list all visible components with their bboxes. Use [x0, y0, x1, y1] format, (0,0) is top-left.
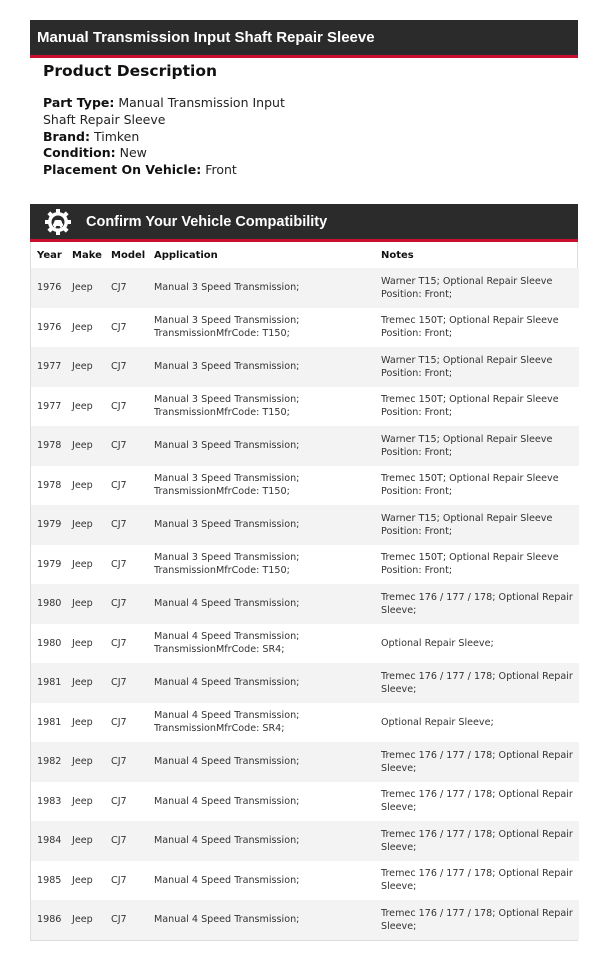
column-header-model: Model [111, 249, 146, 261]
application-cell-line: Manual 3 Speed Transmission; [154, 361, 300, 373]
make-cell-line: Jeep [72, 795, 93, 807]
model-cell [105, 624, 148, 664]
notes-cell-line: Tremec 150T; Optional Repair Sleeve [381, 473, 559, 485]
make-cell-line: Jeep [72, 361, 93, 373]
make-cell-line: Jeep [72, 558, 93, 570]
notes-cell [375, 347, 579, 387]
year-cell-line: 1977 [37, 361, 62, 373]
application-cell-line: Manual 4 Speed Transmission; [154, 710, 300, 722]
application-cell [148, 703, 375, 743]
year-cell [31, 821, 66, 861]
application-cell-line: TransmissionMfrCode: T150; [154, 565, 290, 577]
compatibility-title: Confirm Your Vehicle Compatibility [86, 213, 328, 230]
make-cell-line: Jeep [72, 677, 93, 689]
notes-cell [375, 466, 579, 506]
placement-value: Front [205, 162, 237, 178]
application-cell [148, 387, 375, 427]
model-cell-line: CJ7 [111, 598, 127, 610]
model-cell-line: CJ7 [111, 795, 127, 807]
notes-cell-line: Tremec 176 / 177 / 178; Optional Repair [381, 828, 573, 840]
notes-cell [375, 624, 579, 664]
make-cell-line: Jeep [72, 519, 93, 531]
table-row [31, 624, 579, 664]
model-cell [105, 742, 148, 782]
model-cell [105, 466, 148, 506]
spec-list [43, 95, 303, 179]
application-cell-line: Manual 3 Speed Transmission; [154, 473, 300, 485]
make-cell [66, 742, 105, 782]
notes-cell-line: Warner T15; Optional Repair Sleeve [381, 275, 553, 287]
make-cell [66, 703, 105, 743]
table-row [31, 900, 579, 940]
year-cell [31, 505, 66, 545]
compatibility-header [30, 204, 578, 242]
make-cell [66, 466, 105, 506]
notes-cell-line: Position: Front; [381, 525, 453, 537]
application-cell-line: Manual 3 Speed Transmission; [154, 519, 300, 531]
application-cell-line: TransmissionMfrCode: T150; [154, 486, 290, 498]
make-cell-line: Jeep [72, 479, 93, 491]
notes-cell-line: Sleeve; [381, 881, 417, 893]
notes-cell-line: Tremec 176 / 177 / 178; Optional Repair [381, 749, 573, 761]
year-cell [31, 742, 66, 782]
gear-car-icon [44, 208, 72, 236]
year-cell-line: 1981 [37, 716, 62, 728]
year-cell-line: 1978 [37, 440, 62, 452]
make-cell-line: Jeep [72, 440, 93, 452]
model-cell [105, 584, 148, 624]
notes-cell [375, 308, 579, 348]
application-cell [148, 466, 375, 506]
make-cell [66, 821, 105, 861]
table-row [31, 584, 579, 624]
notes-cell-line: Position: Front; [381, 565, 453, 577]
notes-cell [375, 545, 579, 585]
notes-cell-line: Sleeve; [381, 841, 417, 853]
model-cell-line: CJ7 [111, 440, 127, 452]
notes-cell-line: Tremec 150T; Optional Repair Sleeve [381, 394, 559, 406]
table-row [31, 347, 579, 387]
year-cell [31, 387, 66, 427]
make-cell [66, 624, 105, 664]
application-cell-line: Manual 4 Speed Transmission; [154, 677, 300, 689]
make-cell [66, 663, 105, 703]
notes-cell [375, 703, 579, 743]
table-row [31, 387, 579, 427]
product-title-bar [30, 20, 578, 58]
model-cell [105, 308, 148, 348]
table-body [31, 268, 579, 940]
make-cell-line: Jeep [72, 835, 93, 847]
make-cell [66, 387, 105, 427]
notes-cell-line: Tremec 176 / 177 / 178; Optional Repair [381, 868, 573, 880]
notes-cell [375, 742, 579, 782]
brand-value: Timken [93, 128, 140, 144]
application-cell-line: Manual 4 Speed Transmission; [154, 598, 300, 610]
application-cell [148, 861, 375, 901]
part-type-label: Part Type: [43, 95, 115, 110]
year-cell [31, 268, 66, 308]
year-cell [31, 782, 66, 822]
notes-cell-line: Position: Front; [381, 407, 453, 419]
model-cell [105, 861, 148, 901]
condition-label: Condition: [43, 145, 116, 161]
year-cell [31, 900, 66, 940]
table-row [31, 703, 579, 743]
model-cell [105, 426, 148, 466]
notes-cell-line: Position: Front; [381, 328, 453, 340]
notes-cell-line: Tremec 176 / 177 / 178; Optional Repair [381, 591, 573, 603]
application-cell [148, 782, 375, 822]
application-cell [148, 900, 375, 940]
table-row [31, 742, 579, 782]
application-cell-line: Manual 3 Speed Transmission; [154, 315, 300, 327]
make-cell-line: Jeep [72, 756, 93, 768]
brand-label: Brand: [43, 128, 90, 144]
notes-cell-line: Position: Front; [381, 288, 453, 300]
notes-cell-line: Position: Front; [381, 367, 453, 379]
make-cell-line: Jeep [72, 914, 93, 926]
spec-brand [43, 129, 303, 146]
make-cell [66, 426, 105, 466]
make-cell-line: Jeep [72, 716, 93, 728]
model-cell-line: CJ7 [111, 558, 127, 570]
spec-placement [43, 162, 303, 179]
model-cell [105, 900, 148, 940]
year-cell-line: 1980 [37, 598, 62, 610]
year-cell-line: 1977 [37, 400, 62, 412]
notes-cell [375, 387, 579, 427]
make-cell [66, 347, 105, 387]
year-cell-line: 1981 [37, 677, 62, 689]
year-cell-line: 1986 [37, 914, 62, 926]
table-row [31, 268, 579, 308]
application-cell [148, 426, 375, 466]
table-row [31, 466, 579, 506]
application-cell [148, 821, 375, 861]
make-cell [66, 584, 105, 624]
year-cell [31, 861, 66, 901]
application-cell [148, 347, 375, 387]
model-cell-line: CJ7 [111, 321, 127, 333]
notes-cell-line: Tremec 150T; Optional Repair Sleeve [381, 552, 559, 564]
table-row [31, 861, 579, 901]
make-cell [66, 861, 105, 901]
year-cell-line: 1980 [37, 637, 62, 649]
year-cell [31, 624, 66, 664]
application-cell-line: TransmissionMfrCode: T150; [154, 407, 290, 419]
notes-cell [375, 268, 579, 308]
application-cell-line: Manual 4 Speed Transmission; [154, 795, 300, 807]
notes-cell-line: Tremec 150T; Optional Repair Sleeve [381, 315, 559, 327]
model-cell-line: CJ7 [111, 874, 127, 886]
notes-cell-line: Warner T15; Optional Repair Sleeve [381, 354, 553, 366]
placement-label: Placement On Vehicle: [43, 162, 202, 178]
product-title: Manual Transmission Input Shaft Repair Sleeve [37, 29, 375, 46]
application-cell [148, 663, 375, 703]
notes-cell-line: Tremec 176 / 177 / 178; Optional Repair [381, 907, 573, 919]
table-header-row [31, 242, 579, 268]
application-cell [148, 308, 375, 348]
make-cell [66, 545, 105, 585]
condition-value: New [119, 145, 147, 161]
notes-cell-line: Position: Front; [381, 486, 453, 498]
notes-cell [375, 584, 579, 624]
application-cell [148, 545, 375, 585]
application-cell-line: Manual 4 Speed Transmission; [154, 835, 300, 847]
notes-cell-line: Warner T15; Optional Repair Sleeve [381, 433, 553, 445]
make-cell-line: Jeep [72, 637, 93, 649]
model-cell-line: CJ7 [111, 282, 127, 294]
year-cell-line: 1985 [37, 874, 62, 886]
make-cell [66, 308, 105, 348]
year-cell-line: 1976 [37, 282, 62, 294]
notes-cell-line: Position: Front; [381, 446, 453, 458]
model-cell [105, 663, 148, 703]
year-cell [31, 426, 66, 466]
notes-cell [375, 782, 579, 822]
application-cell-line: Manual 4 Speed Transmission; [154, 631, 300, 643]
notes-cell-line: Sleeve; [381, 604, 417, 616]
year-cell [31, 663, 66, 703]
notes-cell [375, 505, 579, 545]
application-cell [148, 505, 375, 545]
notes-cell [375, 663, 579, 703]
application-cell [148, 584, 375, 624]
application-cell-line: Manual 4 Speed Transmission; [154, 756, 300, 768]
model-cell [105, 347, 148, 387]
year-cell [31, 347, 66, 387]
model-cell [105, 505, 148, 545]
model-cell-line: CJ7 [111, 519, 127, 531]
make-cell-line: Jeep [72, 321, 93, 333]
make-cell [66, 782, 105, 822]
notes-cell-line: Sleeve; [381, 762, 417, 774]
year-cell-line: 1983 [37, 795, 62, 807]
application-cell-line: Manual 3 Speed Transmission; [154, 552, 300, 564]
model-cell [105, 545, 148, 585]
year-cell-line: 1979 [37, 519, 62, 531]
column-header-application: Application [154, 249, 218, 261]
notes-cell-line: Sleeve; [381, 920, 417, 932]
table-row [31, 505, 579, 545]
model-cell [105, 387, 148, 427]
table-row [31, 426, 579, 466]
year-cell-line: 1976 [37, 321, 62, 333]
column-header-make: Make [72, 249, 102, 261]
model-cell-line: CJ7 [111, 479, 127, 491]
column-header-notes: Notes [381, 249, 414, 261]
year-cell [31, 466, 66, 506]
notes-cell-line: Tremec 176 / 177 / 178; Optional Repair [381, 789, 573, 801]
model-cell-line: CJ7 [111, 914, 127, 926]
model-cell-line: CJ7 [111, 756, 127, 768]
description-heading: Product Description [43, 62, 218, 80]
part-type-value: Manual Transmission Input Shaft Repair Sleeve [43, 95, 285, 127]
application-cell-line: Manual 4 Speed Transmission; [154, 874, 300, 886]
model-cell [105, 703, 148, 743]
application-cell [148, 742, 375, 782]
application-cell-line: TransmissionMfrCode: SR4; [154, 644, 285, 656]
make-cell-line: Jeep [72, 282, 93, 294]
notes-cell-line: Tremec 176 / 177 / 178; Optional Repair [381, 670, 573, 682]
column-header-year: Year [37, 249, 62, 261]
model-cell-line: CJ7 [111, 400, 127, 412]
model-cell-line: CJ7 [111, 835, 127, 847]
year-cell [31, 545, 66, 585]
model-cell-line: CJ7 [111, 677, 127, 689]
application-cell-line: Manual 3 Speed Transmission; [154, 282, 300, 294]
year-cell [31, 584, 66, 624]
application-cell-line: Manual 4 Speed Transmission; [154, 914, 300, 926]
year-cell-line: 1982 [37, 756, 62, 768]
notes-cell [375, 426, 579, 466]
notes-cell-line: Optional Repair Sleeve; [381, 716, 494, 728]
notes-cell-line: Warner T15; Optional Repair Sleeve [381, 512, 553, 524]
make-cell-line: Jeep [72, 598, 93, 610]
notes-cell [375, 821, 579, 861]
model-cell-line: CJ7 [111, 637, 127, 649]
spec-part-type [43, 95, 303, 129]
notes-cell [375, 861, 579, 901]
table-row [31, 545, 579, 585]
application-cell-line: TransmissionMfrCode: T150; [154, 328, 290, 340]
make-cell-line: Jeep [72, 874, 93, 886]
model-cell-line: CJ7 [111, 361, 127, 373]
year-cell-line: 1984 [37, 835, 62, 847]
compatibility-table-container [30, 242, 578, 941]
make-cell [66, 505, 105, 545]
year-cell [31, 308, 66, 348]
make-cell [66, 900, 105, 940]
notes-cell-line: Optional Repair Sleeve; [381, 637, 494, 649]
table-row [31, 782, 579, 822]
notes-cell-line: Sleeve; [381, 802, 417, 814]
model-cell [105, 268, 148, 308]
model-cell [105, 782, 148, 822]
model-cell-line: CJ7 [111, 716, 127, 728]
table-row [31, 308, 579, 348]
table-row [31, 821, 579, 861]
make-cell-line: Jeep [72, 400, 93, 412]
application-cell-line: Manual 3 Speed Transmission; [154, 440, 300, 452]
spec-condition [43, 145, 303, 162]
notes-cell [375, 900, 579, 940]
model-cell [105, 821, 148, 861]
year-cell-line: 1978 [37, 479, 62, 491]
product-description [43, 60, 303, 179]
application-cell-line: TransmissionMfrCode: SR4; [154, 723, 285, 735]
application-cell [148, 624, 375, 664]
table-row [31, 663, 579, 703]
make-cell [66, 268, 105, 308]
application-cell [148, 268, 375, 308]
compatibility-table [31, 242, 579, 940]
year-cell-line: 1979 [37, 558, 62, 570]
year-cell [31, 703, 66, 743]
notes-cell-line: Sleeve; [381, 683, 417, 695]
application-cell-line: Manual 3 Speed Transmission; [154, 394, 300, 406]
